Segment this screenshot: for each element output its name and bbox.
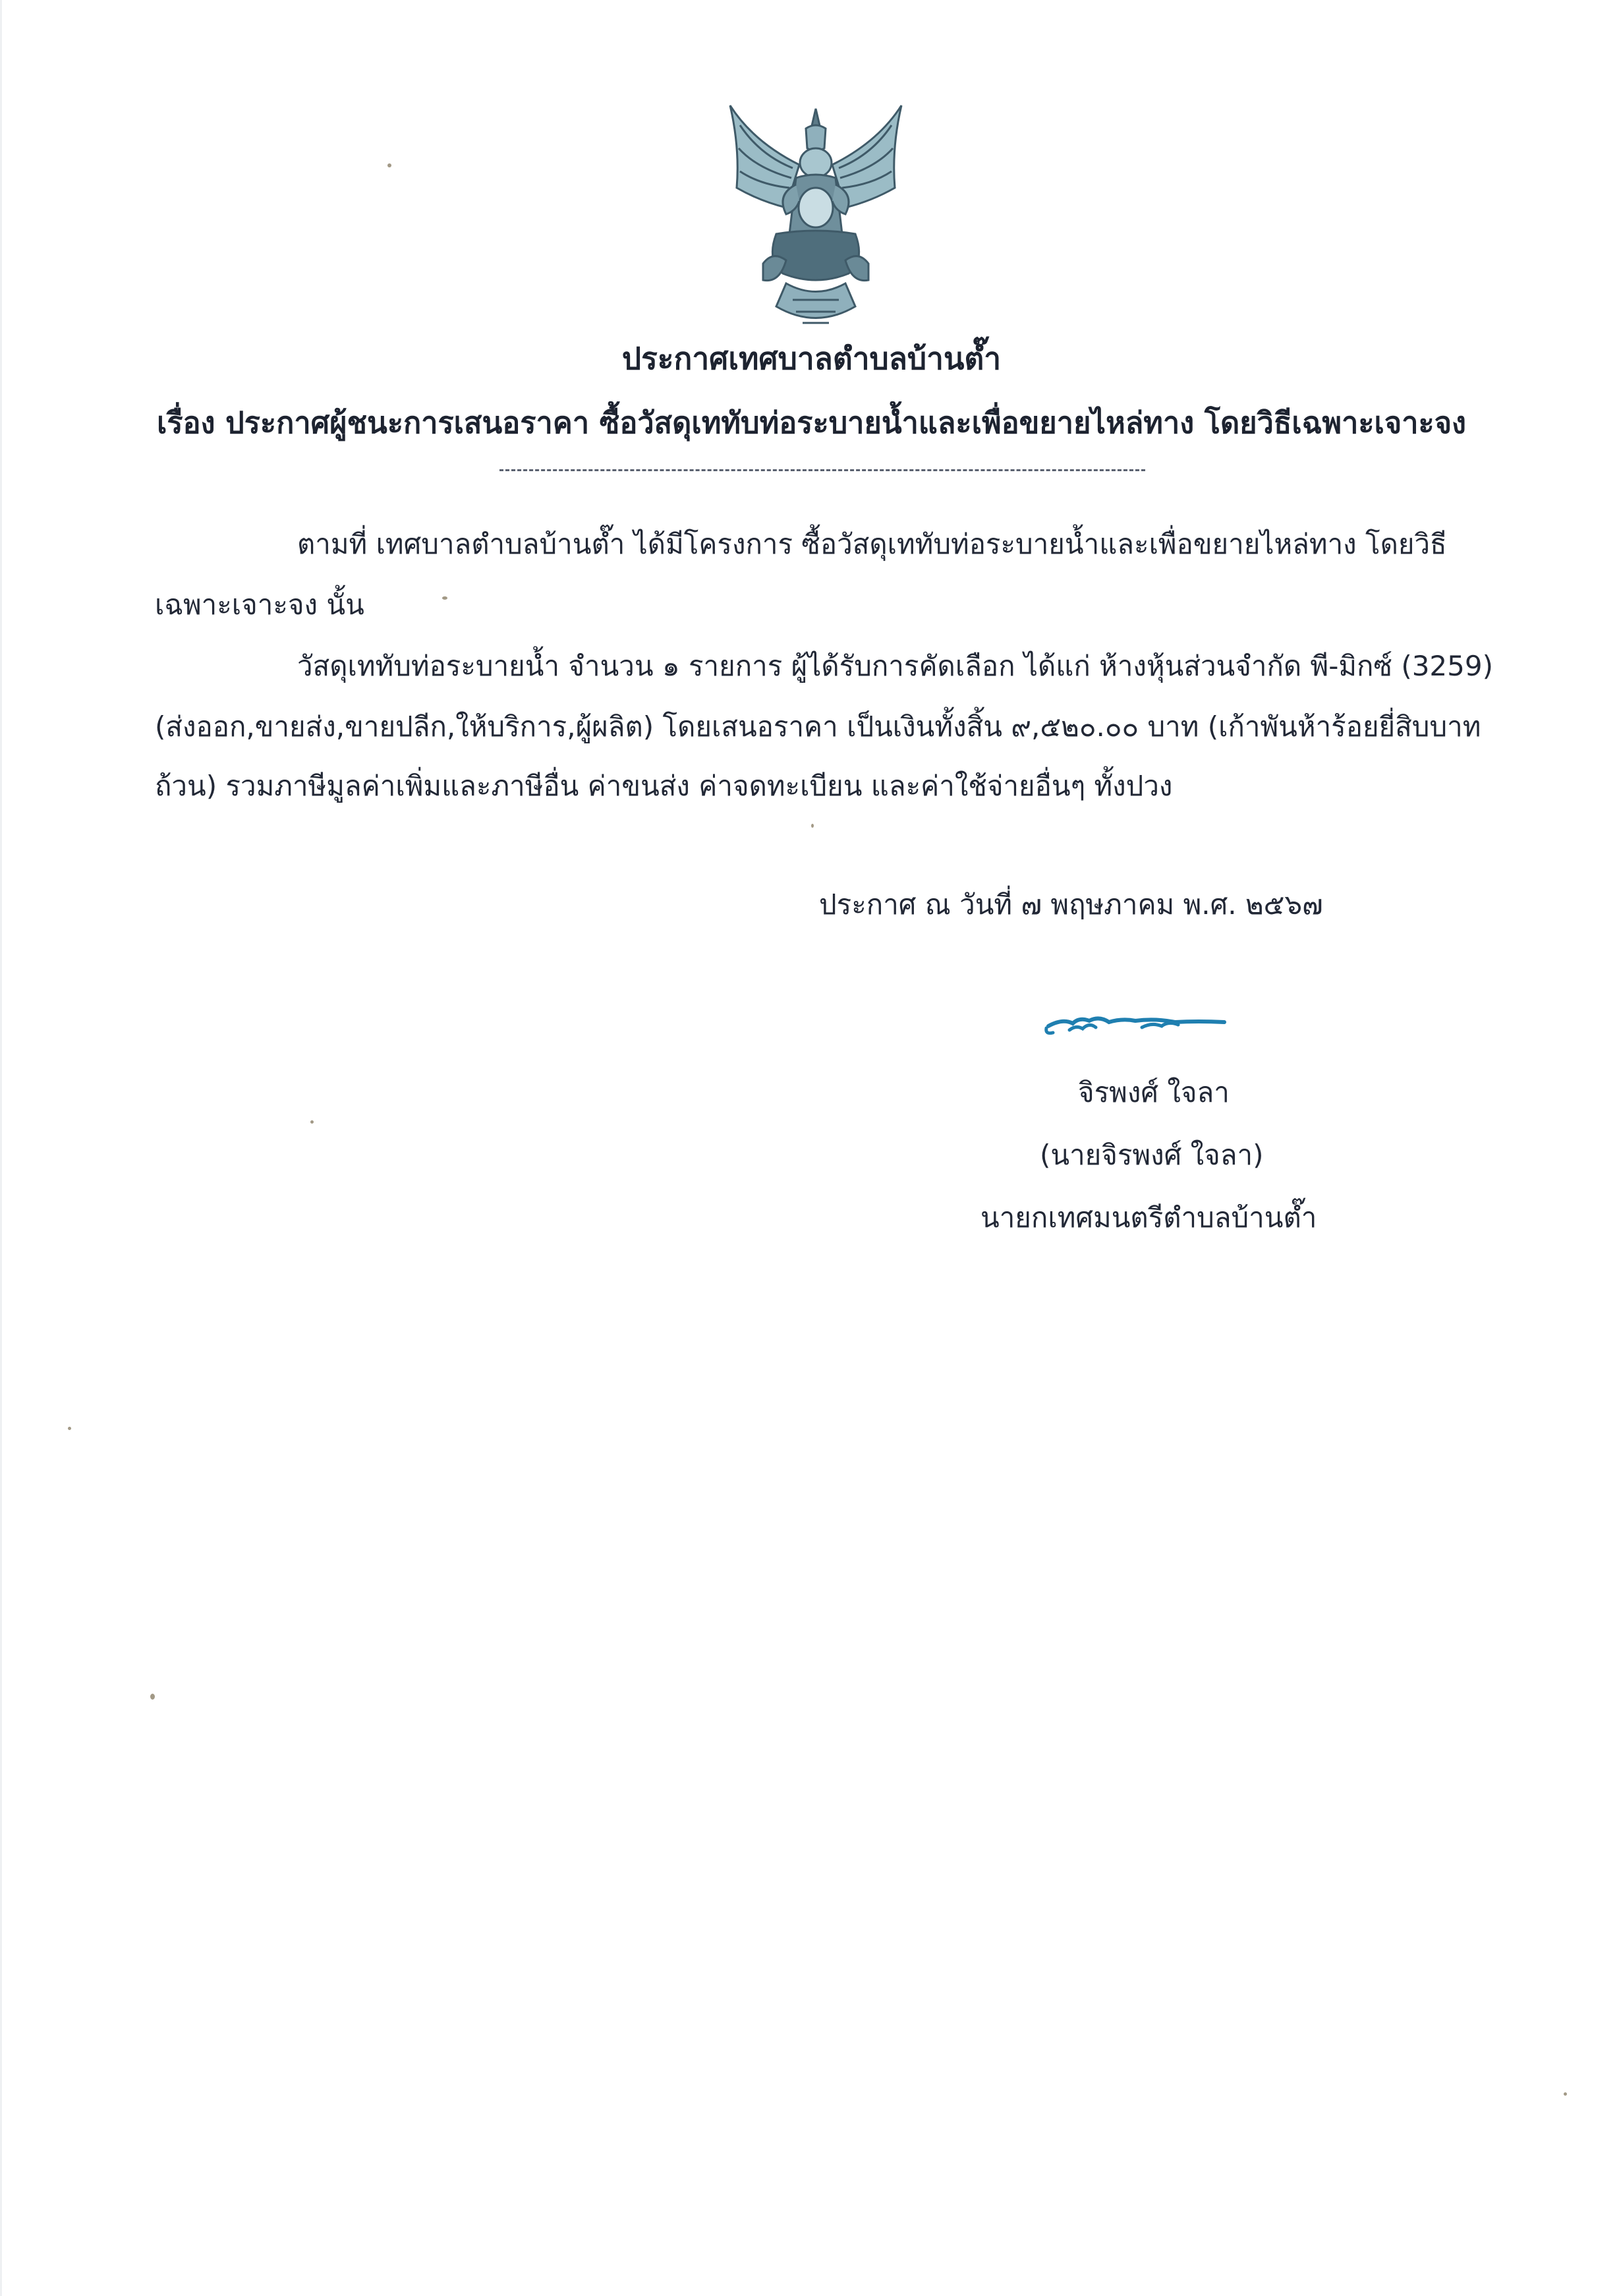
garuda-emblem-icon [714,102,918,343]
scan-speck [68,1427,71,1430]
scan-speck [150,1694,155,1700]
body-paragraph-2-line-2: (ส่งออก,ขายส่ง,ขายปลีก,ให้บริการ,ผู้ผลิต) โดยเสนอราคา เป็นเงินทั้งสิ้น ๙,๕๒๐.๐๐ บาท (เก้าพันห้าร้อยยี่สิบบาท [155,710,1481,743]
scan-speck [811,824,814,828]
announcement-date: ประกาศ ณ วันที่ ๗ พฤษภาคม พ.ศ. ๒๕๖๗ [819,888,1323,921]
signer-name: จิรพงศ์ ใจลา [1078,1076,1230,1108]
body-paragraph-2-line-3: ถ้วน) รวมภาษีมูลค่าเพิ่มและภาษีอื่น ค่าขนส่ง ค่าจดทะเบียน และค่าใช้จ่ายอื่นๆ ทั้งปวง [155,770,1173,802]
dashed-separator [499,469,1145,471]
body-paragraph-1-line-2: เฉพาะเจาะจง นั้น [155,588,364,621]
scan-speck [387,163,391,167]
handwritten-signature [1043,998,1234,1045]
signer-position: นายกเทศมนตรีตำบลบ้านต๊ำ [980,1201,1317,1234]
body-paragraph-1-line-1: ตามที่ เทศบาลตำบลบ้านต๊ำ ได้มีโครงการ ซื้อวัสดุเททับท่อระบายน้ำและเพื่อขยายไหล่ทาง โดยวิธี [297,528,1447,560]
scan-speck [310,1120,314,1124]
announcement-title: ประกาศเทศบาลตำบลบ้านต๊ำ [621,341,1002,376]
scan-speck [442,596,447,600]
scan-speck [1564,2092,1567,2096]
signer-full-name: (นายจิรพงศ์ ใจลา) [1040,1139,1264,1171]
announcement-subject: เรื่อง ประกาศผู้ชนะการเสนอราคา ซื้อวัสดุเททับท่อระบายน้ำและเพื่อขยายไหล่ทาง โดยวิธีเฉพาะเจาะจง [156,405,1467,440]
body-paragraph-2-line-1: วัสดุเททับท่อระบายน้ำ จำนวน ๑ รายการ ผู้ได้รับการคัดเลือก ได้แก่ ห้างหุ้นส่วนจำกัด พี-มิกซ์ (3259) [297,650,1493,682]
